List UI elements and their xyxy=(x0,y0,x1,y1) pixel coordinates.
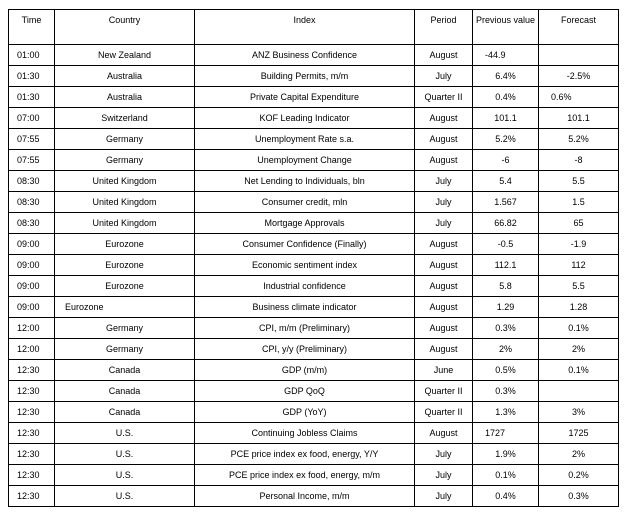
header-index: Index xyxy=(195,10,415,45)
cell-time: 08:30 xyxy=(9,192,55,213)
cell-time: 12:30 xyxy=(9,465,55,486)
cell-previous-value: 1.567 xyxy=(473,192,539,213)
cell-previous-value: -0.5 xyxy=(473,234,539,255)
cell-country: Switzerland xyxy=(55,108,195,129)
table-row xyxy=(9,213,619,234)
cell-index: KOF Leading Indicator xyxy=(195,108,415,129)
cell-previous-value: 5.4 xyxy=(473,171,539,192)
cell-period: July xyxy=(415,66,473,87)
cell-forecast: -2.5% xyxy=(539,66,619,87)
cell-previous-value: 1727 xyxy=(473,423,539,444)
cell-index: PCE price index ex food, energy, m/m xyxy=(195,465,415,486)
table-row xyxy=(9,444,619,465)
table-row xyxy=(9,45,619,66)
cell-index: Building Permits, m/m xyxy=(195,66,415,87)
cell-period: Quarter II xyxy=(415,402,473,423)
cell-previous-value: 0.4% xyxy=(473,486,539,507)
cell-country: United Kingdom xyxy=(55,171,195,192)
cell-index: Industrial confidence xyxy=(195,276,415,297)
header-row xyxy=(9,10,619,45)
cell-time: 12:00 xyxy=(9,339,55,360)
cell-index: Business climate indicator xyxy=(195,297,415,318)
cell-time: 12:30 xyxy=(9,360,55,381)
cell-country: U.S. xyxy=(55,444,195,465)
cell-previous-value: 1.9% xyxy=(473,444,539,465)
table-row xyxy=(9,402,619,423)
cell-country: Germany xyxy=(55,339,195,360)
cell-time: 07:55 xyxy=(9,129,55,150)
table-row xyxy=(9,339,619,360)
cell-time: 01:30 xyxy=(9,66,55,87)
table-row xyxy=(9,360,619,381)
cell-country: Eurozone xyxy=(55,234,195,255)
cell-country: United Kingdom xyxy=(55,192,195,213)
cell-time: 12:30 xyxy=(9,423,55,444)
cell-country: Australia xyxy=(55,87,195,108)
cell-previous-value: 5.8 xyxy=(473,276,539,297)
economic-calendar-table xyxy=(8,9,619,507)
table-row xyxy=(9,108,619,129)
cell-forecast: 0.2% xyxy=(539,465,619,486)
cell-previous-value: 0.1% xyxy=(473,465,539,486)
cell-time: 12:30 xyxy=(9,381,55,402)
table-row xyxy=(9,66,619,87)
cell-index: Mortgage Approvals xyxy=(195,213,415,234)
cell-time: 09:00 xyxy=(9,255,55,276)
cell-period: August xyxy=(415,150,473,171)
cell-previous-value: 5.2% xyxy=(473,129,539,150)
cell-forecast: -8 xyxy=(539,150,619,171)
cell-index: Private Capital Expenditure xyxy=(195,87,415,108)
cell-index: CPI, m/m (Preliminary) xyxy=(195,318,415,339)
cell-period: July xyxy=(415,192,473,213)
cell-forecast: -1.9 xyxy=(539,234,619,255)
cell-time: 12:30 xyxy=(9,444,55,465)
cell-previous-value: 0.5% xyxy=(473,360,539,381)
table-row xyxy=(9,192,619,213)
table-row xyxy=(9,381,619,402)
table-row xyxy=(9,150,619,171)
cell-index: GDP (m/m) xyxy=(195,360,415,381)
cell-previous-value: 0.3% xyxy=(473,318,539,339)
cell-period: August xyxy=(415,255,473,276)
cell-period: Quarter II xyxy=(415,87,473,108)
cell-time: 09:00 xyxy=(9,276,55,297)
cell-previous-value: 1.3% xyxy=(473,402,539,423)
header-country: Country xyxy=(55,10,195,45)
cell-forecast: 65 xyxy=(539,213,619,234)
cell-forecast: 1725 xyxy=(539,423,619,444)
cell-period: August xyxy=(415,339,473,360)
cell-time: 01:00 xyxy=(9,45,55,66)
header-forecast: Forecast xyxy=(539,10,619,45)
cell-period: August xyxy=(415,318,473,339)
cell-index: Consumer credit, mln xyxy=(195,192,415,213)
cell-period: July xyxy=(415,465,473,486)
cell-period: July xyxy=(415,171,473,192)
header-time: Time xyxy=(9,10,55,45)
cell-forecast: 5.5 xyxy=(539,171,619,192)
cell-period: August xyxy=(415,129,473,150)
cell-period: July xyxy=(415,213,473,234)
cell-country: Eurozone xyxy=(55,276,195,297)
cell-forecast: 0.3% xyxy=(539,486,619,507)
cell-forecast: 5.2% xyxy=(539,129,619,150)
table-row xyxy=(9,423,619,444)
cell-period: August xyxy=(415,45,473,66)
cell-previous-value: 6.4% xyxy=(473,66,539,87)
cell-time: 08:30 xyxy=(9,213,55,234)
cell-time: 12:30 xyxy=(9,486,55,507)
table-row xyxy=(9,234,619,255)
table-row xyxy=(9,276,619,297)
cell-period: August xyxy=(415,297,473,318)
cell-time: 12:30 xyxy=(9,402,55,423)
header-period: Period xyxy=(415,10,473,45)
cell-forecast: 0.6% xyxy=(539,87,619,108)
table-row xyxy=(9,486,619,507)
table-row xyxy=(9,87,619,108)
cell-forecast: 2% xyxy=(539,444,619,465)
cell-country: Canada xyxy=(55,381,195,402)
cell-previous-value: 0.3% xyxy=(473,381,539,402)
cell-period: July xyxy=(415,444,473,465)
cell-forecast: 1.28 xyxy=(539,297,619,318)
table-row xyxy=(9,171,619,192)
cell-time: 09:00 xyxy=(9,297,55,318)
header-previous-value: Previous value xyxy=(473,10,539,45)
table-row xyxy=(9,465,619,486)
economic-calendar xyxy=(8,9,619,507)
cell-index: GDP QoQ xyxy=(195,381,415,402)
cell-previous-value: -44.9 xyxy=(473,45,539,66)
cell-period: July xyxy=(415,486,473,507)
cell-country: Eurozone xyxy=(55,297,195,318)
cell-previous-value: 66.82 xyxy=(473,213,539,234)
cell-country: U.S. xyxy=(55,423,195,444)
cell-previous-value: 1.29 xyxy=(473,297,539,318)
cell-country: Australia xyxy=(55,66,195,87)
cell-index: GDP (YoY) xyxy=(195,402,415,423)
cell-index: Consumer Confidence (Finally) xyxy=(195,234,415,255)
cell-country: Germany xyxy=(55,318,195,339)
cell-index: Personal Income, m/m xyxy=(195,486,415,507)
cell-index: Economic sentiment index xyxy=(195,255,415,276)
cell-time: 07:00 xyxy=(9,108,55,129)
cell-index: PCE price index ex food, energy, Y/Y xyxy=(195,444,415,465)
cell-time: 08:30 xyxy=(9,171,55,192)
cell-period: Quarter II xyxy=(415,381,473,402)
cell-country: Canada xyxy=(55,402,195,423)
cell-index: Unemployment Change xyxy=(195,150,415,171)
cell-time: 01:30 xyxy=(9,87,55,108)
cell-forecast: 0.1% xyxy=(539,318,619,339)
cell-country: U.S. xyxy=(55,465,195,486)
cell-forecast: 1.5 xyxy=(539,192,619,213)
cell-index: Unemployment Rate s.a. xyxy=(195,129,415,150)
cell-period: August xyxy=(415,234,473,255)
cell-index: CPI, y/y (Preliminary) xyxy=(195,339,415,360)
table-row xyxy=(9,318,619,339)
cell-time: 09:00 xyxy=(9,234,55,255)
cell-forecast xyxy=(539,381,619,402)
cell-forecast: 2% xyxy=(539,339,619,360)
cell-previous-value: 112.1 xyxy=(473,255,539,276)
cell-country: Canada xyxy=(55,360,195,381)
cell-country: United Kingdom xyxy=(55,213,195,234)
cell-previous-value: -6 xyxy=(473,150,539,171)
cell-forecast: 0.1% xyxy=(539,360,619,381)
cell-forecast: 112 xyxy=(539,255,619,276)
cell-country: New Zealand xyxy=(55,45,195,66)
cell-country: U.S. xyxy=(55,486,195,507)
cell-previous-value: 101.1 xyxy=(473,108,539,129)
cell-previous-value: 2% xyxy=(473,339,539,360)
table-row xyxy=(9,297,619,318)
cell-time: 12:00 xyxy=(9,318,55,339)
cell-country: Germany xyxy=(55,150,195,171)
cell-period: June xyxy=(415,360,473,381)
cell-index: Net Lending to Individuals, bln xyxy=(195,171,415,192)
cell-forecast: 5.5 xyxy=(539,276,619,297)
cell-forecast: 3% xyxy=(539,402,619,423)
cell-period: August xyxy=(415,423,473,444)
cell-forecast: 101.1 xyxy=(539,108,619,129)
cell-period: August xyxy=(415,108,473,129)
cell-time: 07:55 xyxy=(9,150,55,171)
cell-forecast xyxy=(539,45,619,66)
cell-index: Continuing Jobless Claims xyxy=(195,423,415,444)
table-row xyxy=(9,255,619,276)
table-row xyxy=(9,129,619,150)
cell-index: ANZ Business Confidence xyxy=(195,45,415,66)
cell-country: Eurozone xyxy=(55,255,195,276)
cell-period: August xyxy=(415,276,473,297)
cell-previous-value: 0.4% xyxy=(473,87,539,108)
cell-country: Germany xyxy=(55,129,195,150)
